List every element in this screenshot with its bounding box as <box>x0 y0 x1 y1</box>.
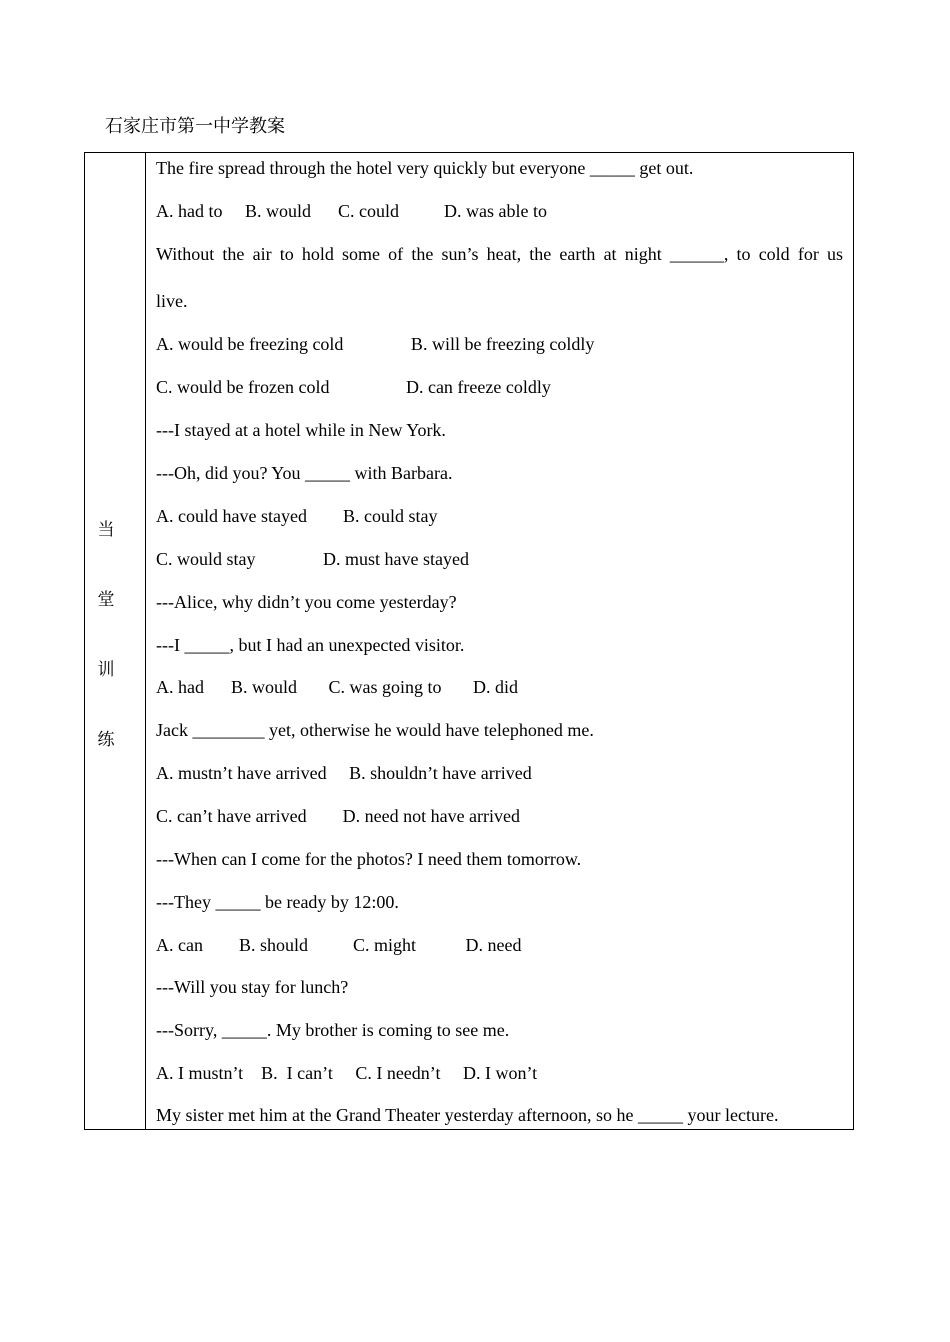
question-line: ---Alice, why didn’t you come yesterday? <box>156 592 457 612</box>
question-line: My sister met him at the Grand Theater yesterday afternoon, so he _____ your lecture. <box>156 1105 779 1125</box>
answer-options: C. can’t have arrived D. need not have arrived <box>156 806 521 826</box>
question-line: Without the air to hold some of the sun’s heat, the earth at night ______, to cold for us <box>156 244 843 264</box>
answer-options: A. can B. should C. might D. need <box>156 935 522 955</box>
section-label-char: 堂 <box>97 590 115 609</box>
section-label-char: 练 <box>97 730 115 749</box>
question-line: ---I stayed at a hotel while in New York. <box>156 420 446 440</box>
question-line: Jack ________ yet, otherwise he would have telephoned me. <box>156 720 594 740</box>
section-label-cell <box>85 153 146 1129</box>
question-line: ---Oh, did you? You _____ with Barbara. <box>156 463 453 483</box>
question-line: ---Sorry, _____. My brother is coming to see me. <box>156 1020 510 1040</box>
question-line: ---I _____, but I had an unexpected visitor. <box>156 635 465 655</box>
answer-options: A. had B. would C. was going to D. did <box>156 677 518 697</box>
lesson-table <box>84 152 854 1130</box>
question-line: live. <box>156 291 188 311</box>
answer-options: C. would stay D. must have stayed <box>156 549 469 569</box>
answer-options: A. had to B. would C. could D. was able to <box>156 201 547 221</box>
answer-options: C. would be frozen cold D. can freeze coldly <box>156 377 551 397</box>
section-label-char: 训 <box>97 660 115 679</box>
answer-options: A. could have stayed B. could stay <box>156 506 438 526</box>
answer-options: A. would be freezing cold B. will be freezing coldly <box>156 334 595 354</box>
answer-options: A. I mustn’t B. I can’t C. I needn’t D. I won’t <box>156 1063 538 1083</box>
document-header-title: 石家庄市第一中学教案 <box>105 116 285 136</box>
question-line: The fire spread through the hotel very quickly but everyone _____ get out. <box>156 158 694 178</box>
question-line: ---They _____ be ready by 12:00. <box>156 892 399 912</box>
answer-options: A. mustn’t have arrived B. shouldn’t have arrived <box>156 763 532 783</box>
section-label-char: 当 <box>97 520 115 539</box>
exercise-content-cell <box>146 153 853 1129</box>
question-line: ---When can I come for the photos? I need them tomorrow. <box>156 849 582 869</box>
question-line: ---Will you stay for lunch? <box>156 977 349 997</box>
